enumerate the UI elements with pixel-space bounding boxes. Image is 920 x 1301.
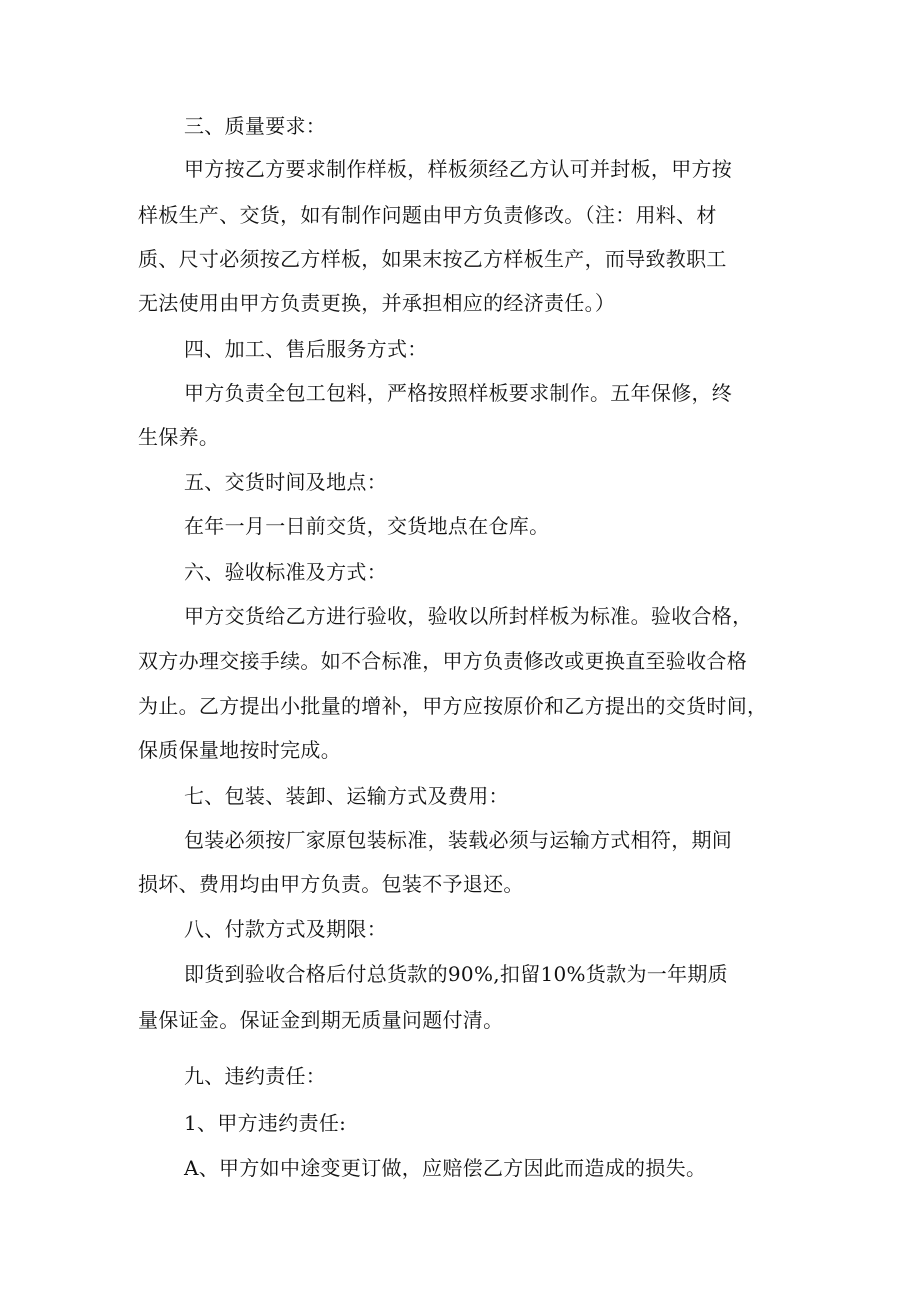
paragraph-line: 质、尺寸必须按乙方样板，如果末按乙方样板生产，而导致教职工 (138, 247, 727, 271)
paragraph-line: 生保养。 (138, 425, 220, 449)
paragraph-line: A、甲方如中途变更订做，应赔偿乙方因此而造成的损失。 (184, 1156, 707, 1180)
section-heading-packaging: 七、包装、装卸、运输方式及费用： (184, 784, 509, 808)
paragraph-line: 无法使用由甲方负责更换，并承担相应的经济责任。） (138, 291, 616, 315)
section-heading-service: 四、加工、售后服务方式： (184, 337, 428, 361)
paragraph-line: 甲方按乙方要求制作样板，样板须经乙方认可并封板，甲方按 (184, 157, 733, 181)
paragraph-line: 在年一月一日前交货，交货地点在仓库。 (184, 514, 550, 538)
paragraph-line: 样板生产、交货，如有制作问题由甲方负责修改。（注：用料、材 (138, 203, 717, 227)
paragraph-line: 包装必须按厂家原包装标准，装载必须与运输方式相符，期间 (184, 828, 733, 852)
paragraph-line: 甲方交货给乙方进行验收，验收以所封样板为标准。验收合格， (184, 604, 753, 628)
paragraph-line: 1、甲方违约责任: (184, 1111, 347, 1135)
paragraph-line: 双方办理交接手续。如不合标准，甲方负责修改或更换直至验收合格 (138, 649, 747, 673)
paragraph-line: 即货到验收合格后付总货款的90%,扣留10%货款为一年期质 (184, 962, 728, 986)
paragraph-line: 为止。乙方提出小批量的增补，甲方应按原价和乙方提出的交货时间， (138, 694, 768, 718)
paragraph-line: 损坏、费用均由甲方负责。包装不予退还。 (138, 872, 524, 896)
paragraph-line: 甲方负责全包工包料，严格按照样板要求制作。五年保修，终 (184, 381, 733, 405)
section-heading-acceptance: 六、验收标准及方式： (184, 560, 387, 584)
section-heading-liability: 九、违约责任： (184, 1064, 327, 1088)
paragraph-line: 量保证金。保证金到期无质量问题付清。 (138, 1008, 504, 1032)
section-heading-quality: 三、质量要求： (184, 114, 327, 138)
section-heading-payment: 八、付款方式及期限： (184, 917, 387, 941)
section-heading-delivery: 五、交货时间及地点： (184, 470, 387, 494)
paragraph-line: 保质保量地按时完成。 (138, 738, 341, 762)
